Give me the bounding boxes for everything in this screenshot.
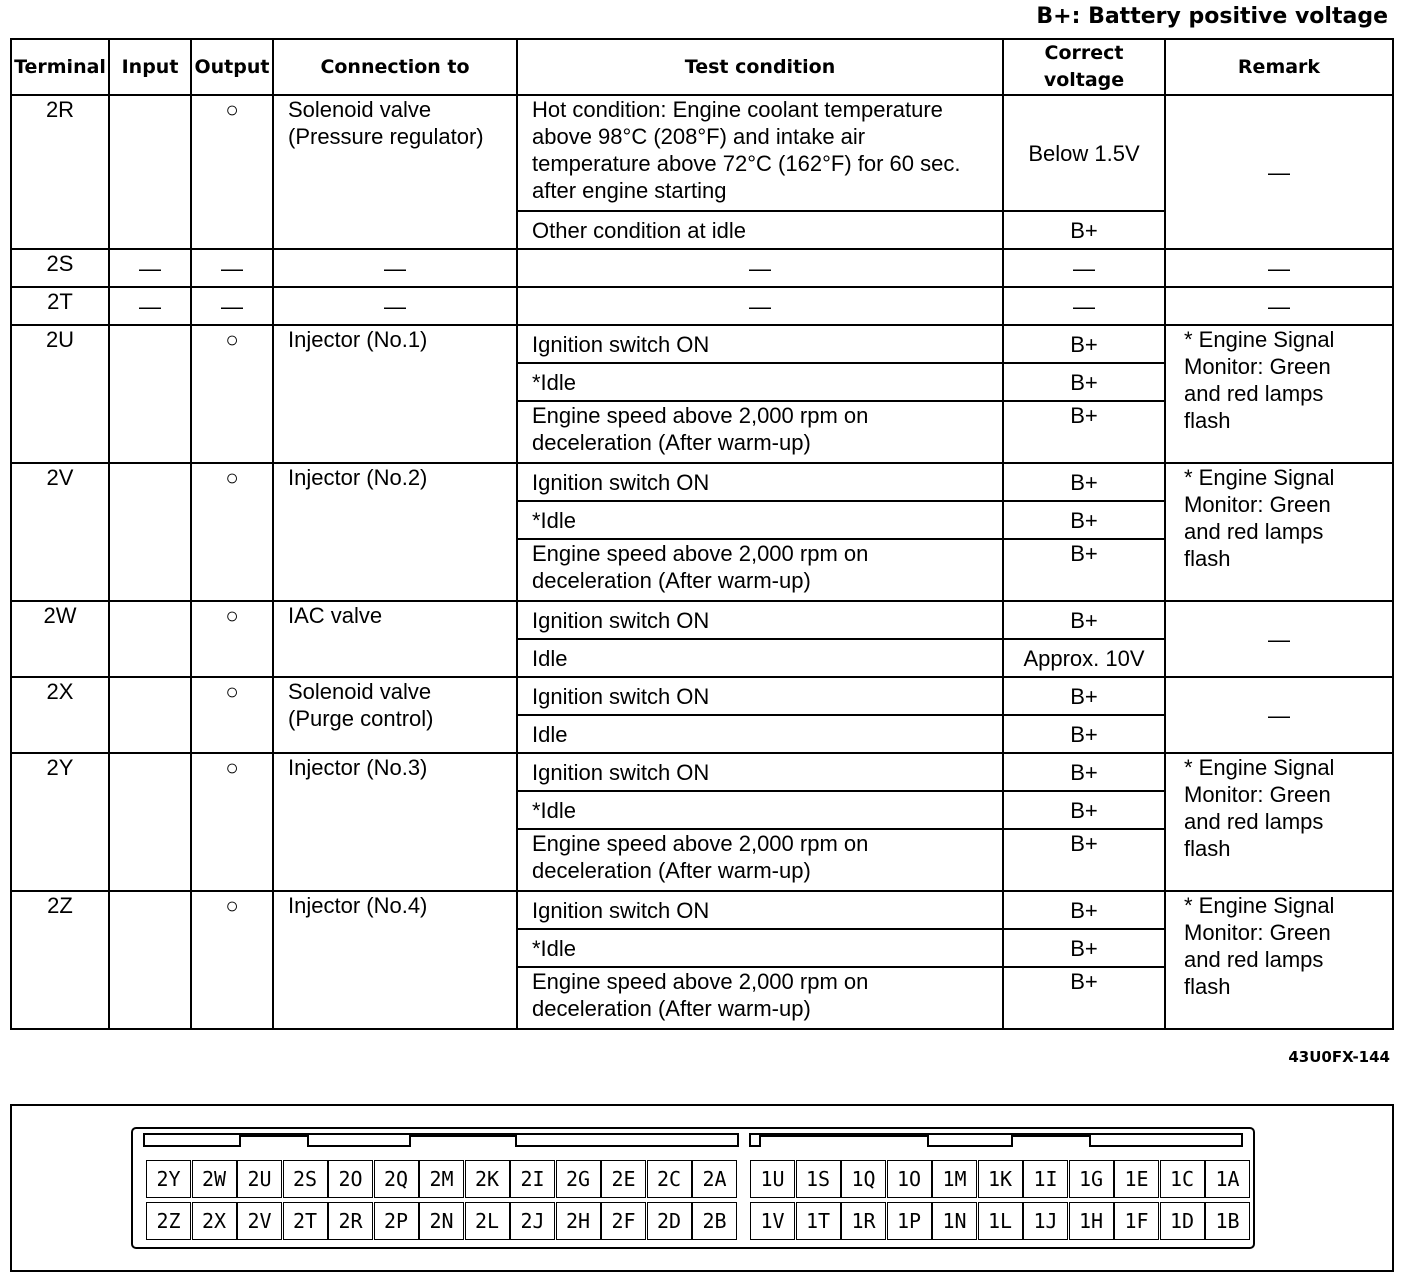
output-marker: ○ (191, 325, 273, 463)
connector-pin-2t: 2T (283, 1202, 328, 1240)
test-condition-cell: *Idle (517, 929, 1003, 967)
connector-pin-2l: 2L (465, 1202, 510, 1240)
terminal-cell: 2Y (11, 753, 109, 891)
connector-pin-1o: 1O (887, 1160, 932, 1198)
connection-cell: IAC valve (273, 601, 517, 677)
output-marker: ○ (191, 95, 273, 249)
connection-cell: Injector (No.3) (273, 753, 517, 891)
header-test-condition: Test condition (517, 39, 1003, 95)
test-condition-cell: Other condition at idle (517, 211, 1003, 249)
voltage-cell: B+ (1003, 325, 1165, 363)
table-row (11, 891, 1393, 929)
connector-pin-1t: 1T (796, 1202, 841, 1240)
voltage-cell: B+ (1003, 967, 1165, 1029)
table-row (11, 463, 1393, 501)
connection-cell: Solenoid valve (Pressure regulator) (273, 95, 517, 249)
connector-pin-2j: 2J (510, 1202, 555, 1240)
connection-cell: Injector (No.1) (273, 325, 517, 463)
connector-pin-2c: 2C (647, 1160, 692, 1198)
connector-pin-2f: 2F (601, 1202, 646, 1240)
table-header-row (11, 39, 1393, 95)
voltage-cell: Below 1.5V (1003, 95, 1165, 211)
remark-cell: * Engine Signal Monitor: Green and red lamps flash (1165, 325, 1393, 463)
voltage-cell: B+ (1003, 715, 1165, 753)
connector-pin-1h: 1H (1069, 1202, 1114, 1240)
connector-pin-2n: 2N (419, 1202, 464, 1240)
test-condition-cell: Idle (517, 639, 1003, 677)
voltage-cell: B+ (1003, 929, 1165, 967)
connector-pin-1g: 1G (1069, 1160, 1114, 1198)
voltage-cell: B+ (1003, 753, 1165, 791)
connector-pin-1c: 1C (1160, 1160, 1205, 1198)
test-condition-cell: *Idle (517, 363, 1003, 401)
test-condition-cell: Hot condition: Engine coolant temperature above 98°C (208°F) and intake air temperature above 72°C (162°F) for 60 sec. after engine starting (517, 95, 1003, 211)
connector-pin-2r: 2R (328, 1202, 373, 1240)
table-row (11, 601, 1393, 639)
input-cell (109, 463, 191, 601)
voltage-cell: B+ (1003, 791, 1165, 829)
terminal-cell: 2X (11, 677, 109, 753)
terminal-cell: 2S (11, 249, 109, 287)
remark-cell: * Engine Signal Monitor: Green and red lamps flash (1165, 891, 1393, 1029)
connector-pin-1m: 1M (932, 1160, 977, 1198)
connector-pin-2g: 2G (556, 1160, 601, 1198)
test-condition-cell: Engine speed above 2,000 rpm on deceleration (After warm-up) (517, 401, 1003, 463)
table-row (11, 287, 1393, 325)
voltage-cell: Approx. 10V (1003, 639, 1165, 677)
connector-pin-1f: 1F (1114, 1202, 1159, 1240)
voltage-cell: B+ (1003, 211, 1165, 249)
voltage-cell: B+ (1003, 501, 1165, 539)
test-condition-cell: Engine speed above 2,000 rpm on deceleration (After warm-up) (517, 967, 1003, 1029)
connector-pin-2o: 2O (328, 1160, 373, 1198)
connector-pin-2q: 2Q (374, 1160, 419, 1198)
test-condition-cell: Ignition switch ON (517, 463, 1003, 501)
connector-pin-2y: 2Y (146, 1160, 191, 1198)
connection-cell: — (273, 287, 517, 325)
input-cell (109, 601, 191, 677)
test-condition-cell: *Idle (517, 791, 1003, 829)
voltage-cell: B+ (1003, 539, 1165, 601)
connector-pin-1v: 1V (750, 1202, 795, 1240)
connector-pin-1n: 1N (932, 1202, 977, 1240)
test-condition-cell: Engine speed above 2,000 rpm on deceleration (After warm-up) (517, 539, 1003, 601)
connector-pin-1p: 1P (887, 1202, 932, 1240)
output-cell: — (191, 249, 273, 287)
input-cell (109, 325, 191, 463)
connector-pin-1r: 1R (841, 1202, 886, 1240)
test-condition-cell: Idle (517, 715, 1003, 753)
connector-pin-2h: 2H (556, 1202, 601, 1240)
connector-pin-1d: 1D (1160, 1202, 1205, 1240)
table-row (11, 677, 1393, 715)
output-marker: ○ (191, 601, 273, 677)
header-terminal: Terminal (11, 39, 109, 95)
terminal-cell: 2V (11, 463, 109, 601)
output-marker: ○ (191, 891, 273, 1029)
connector-pin-1e: 1E (1114, 1160, 1159, 1198)
connector-pin-1i: 1I (1023, 1160, 1068, 1198)
connector-pin-2s: 2S (283, 1160, 328, 1198)
test-condition-cell: — (517, 287, 1003, 325)
voltage-cell: B+ (1003, 401, 1165, 463)
terminal-cell: 2Z (11, 891, 109, 1029)
connector-pin-1u: 1U (750, 1160, 795, 1198)
terminal-cell: 2R (11, 95, 109, 249)
input-cell (109, 95, 191, 249)
connector-pin-2k: 2K (465, 1160, 510, 1198)
test-condition-cell: Ignition switch ON (517, 325, 1003, 363)
connector-pin-2m: 2M (419, 1160, 464, 1198)
terminal-cell: 2U (11, 325, 109, 463)
connector-pin-2b: 2B (692, 1202, 737, 1240)
connector-pin-1k: 1K (978, 1160, 1023, 1198)
connector-pin-2u: 2U (237, 1160, 282, 1198)
connector-pin-2a: 2A (692, 1160, 737, 1198)
input-cell (109, 891, 191, 1029)
connector-pin-1a: 1A (1205, 1160, 1250, 1198)
input-cell: — (109, 249, 191, 287)
terminal-voltage-table (10, 38, 1394, 1030)
output-marker: ○ (191, 753, 273, 891)
connection-cell: Injector (No.2) (273, 463, 517, 601)
header-input: Input (109, 39, 191, 95)
connector-pin-2x: 2X (192, 1202, 237, 1240)
connector-pin-1b: 1B (1205, 1202, 1250, 1240)
figure-reference: 43U0FX-144 (1288, 1048, 1390, 1066)
table-row (11, 325, 1393, 363)
connector-pin-2i: 2I (510, 1160, 555, 1198)
connection-cell: Injector (No.4) (273, 891, 517, 1029)
connector-pin-2w: 2W (192, 1160, 237, 1198)
table-row (11, 249, 1393, 287)
input-cell (109, 753, 191, 891)
header-connection: Connection to (273, 39, 517, 95)
connector-diagram-frame (10, 1104, 1394, 1272)
output-cell: — (191, 287, 273, 325)
test-condition-cell: Ignition switch ON (517, 753, 1003, 791)
table-row (11, 95, 1393, 211)
voltage-cell: B+ (1003, 363, 1165, 401)
legend-note: B+: Battery positive voltage (1036, 4, 1388, 29)
header-remark: Remark (1165, 39, 1393, 95)
test-condition-cell: Ignition switch ON (517, 601, 1003, 639)
connector-pin-2d: 2D (647, 1202, 692, 1240)
voltage-cell: B+ (1003, 601, 1165, 639)
voltage-cell: B+ (1003, 677, 1165, 715)
connector-pin-2z: 2Z (146, 1202, 191, 1240)
output-marker: ○ (191, 677, 273, 753)
voltage-cell: — (1003, 287, 1165, 325)
connection-cell: — (273, 249, 517, 287)
output-marker: ○ (191, 463, 273, 601)
test-condition-cell: — (517, 249, 1003, 287)
terminal-cell: 2W (11, 601, 109, 677)
connector-pin-2p: 2P (374, 1202, 419, 1240)
connector-pin-1l: 1L (978, 1202, 1023, 1240)
remark-cell: — (1165, 249, 1393, 287)
connector-pin-1j: 1J (1023, 1202, 1068, 1240)
header-correct-voltage: Correct voltage (1003, 39, 1165, 95)
connector-pin-1q: 1Q (841, 1160, 886, 1198)
voltage-cell: B+ (1003, 891, 1165, 929)
test-condition-cell: *Idle (517, 501, 1003, 539)
header-output: Output (191, 39, 273, 95)
remark-cell: — (1165, 601, 1393, 677)
connector-pin-1s: 1S (796, 1160, 841, 1198)
connector-pin-2v: 2V (237, 1202, 282, 1240)
remark-cell: — (1165, 677, 1393, 753)
table-row (11, 753, 1393, 791)
test-condition-cell: Engine speed above 2,000 rpm on deceleration (After warm-up) (517, 829, 1003, 891)
voltage-cell: B+ (1003, 463, 1165, 501)
remark-cell: — (1165, 287, 1393, 325)
test-condition-cell: Ignition switch ON (517, 891, 1003, 929)
input-cell: — (109, 287, 191, 325)
remark-cell: * Engine Signal Monitor: Green and red lamps flash (1165, 753, 1393, 891)
input-cell (109, 677, 191, 753)
connection-cell: Solenoid valve (Purge control) (273, 677, 517, 753)
terminal-cell: 2T (11, 287, 109, 325)
voltage-cell: B+ (1003, 829, 1165, 891)
voltage-cell: — (1003, 249, 1165, 287)
connector-pin-2e: 2E (601, 1160, 646, 1198)
remark-cell: * Engine Signal Monitor: Green and red lamps flash (1165, 463, 1393, 601)
test-condition-cell: Ignition switch ON (517, 677, 1003, 715)
remark-cell: — (1165, 95, 1393, 249)
